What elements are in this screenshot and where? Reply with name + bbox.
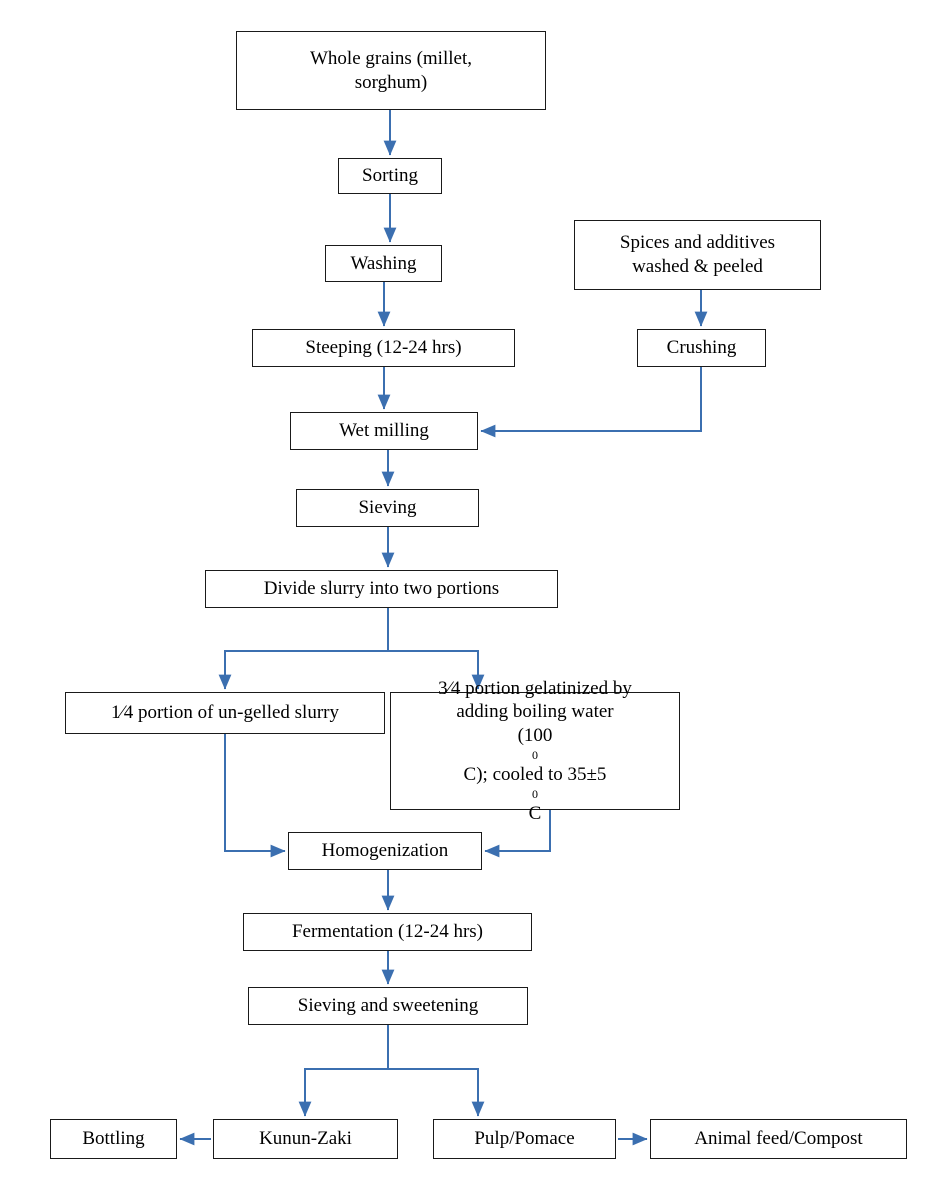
node-gelatinized-portion[interactable] [390,677,680,824]
node-label: Spices and additives washed & peeled [619,232,776,277]
node-label: Homogenization [321,840,449,862]
node-label: Sieving [358,497,417,519]
node-label: Divide slurry into two portions [263,578,500,600]
node-fermentation[interactable] [243,913,532,951]
node-spices-additives[interactable] [574,220,821,290]
node-label: Washing [350,252,417,274]
node-label: 3⁄4 portion gelatinized by adding boiling water (100 0 C); cooled to 35±5 0 C [438,677,632,824]
node-animal-feed-compost[interactable] [650,1119,907,1159]
node-label: Fermentation (12-24 hrs) [291,921,483,943]
node-pulp-pomace[interactable] [433,1119,616,1159]
node-label: Pulp/Pomace [474,1128,575,1150]
node-label: Steeping (12-24 hrs) [305,337,462,359]
node-label: Sieving and sweetening [297,995,479,1017]
node-un-gelled-portion[interactable] [65,692,385,734]
node-label: Animal feed/Compost [694,1128,863,1150]
node-wet-milling[interactable] [290,412,478,450]
node-homogenization[interactable] [288,832,482,870]
node-bottling[interactable] [50,1119,177,1159]
node-sorting[interactable] [338,158,442,194]
node-label: Kunun-Zaki [259,1128,352,1150]
node-label: 1⁄4 portion of un-gelled slurry [111,702,339,724]
node-label: Bottling [82,1128,145,1150]
node-kunun-zaki[interactable] [213,1119,398,1159]
node-steeping[interactable] [252,329,515,367]
node-washing[interactable] [325,245,442,282]
node-label: Sorting [362,165,418,187]
node-label: Crushing [666,337,737,359]
node-whole-grains[interactable] [236,31,546,110]
node-sieving-and-sweetening[interactable] [248,987,528,1025]
node-divide-slurry[interactable] [205,570,558,608]
node-label: Wet milling [339,420,429,442]
node-crushing[interactable] [637,329,766,367]
node-label: Whole grains (millet, sorghum) [310,47,472,93]
node-sieving[interactable] [296,489,479,527]
